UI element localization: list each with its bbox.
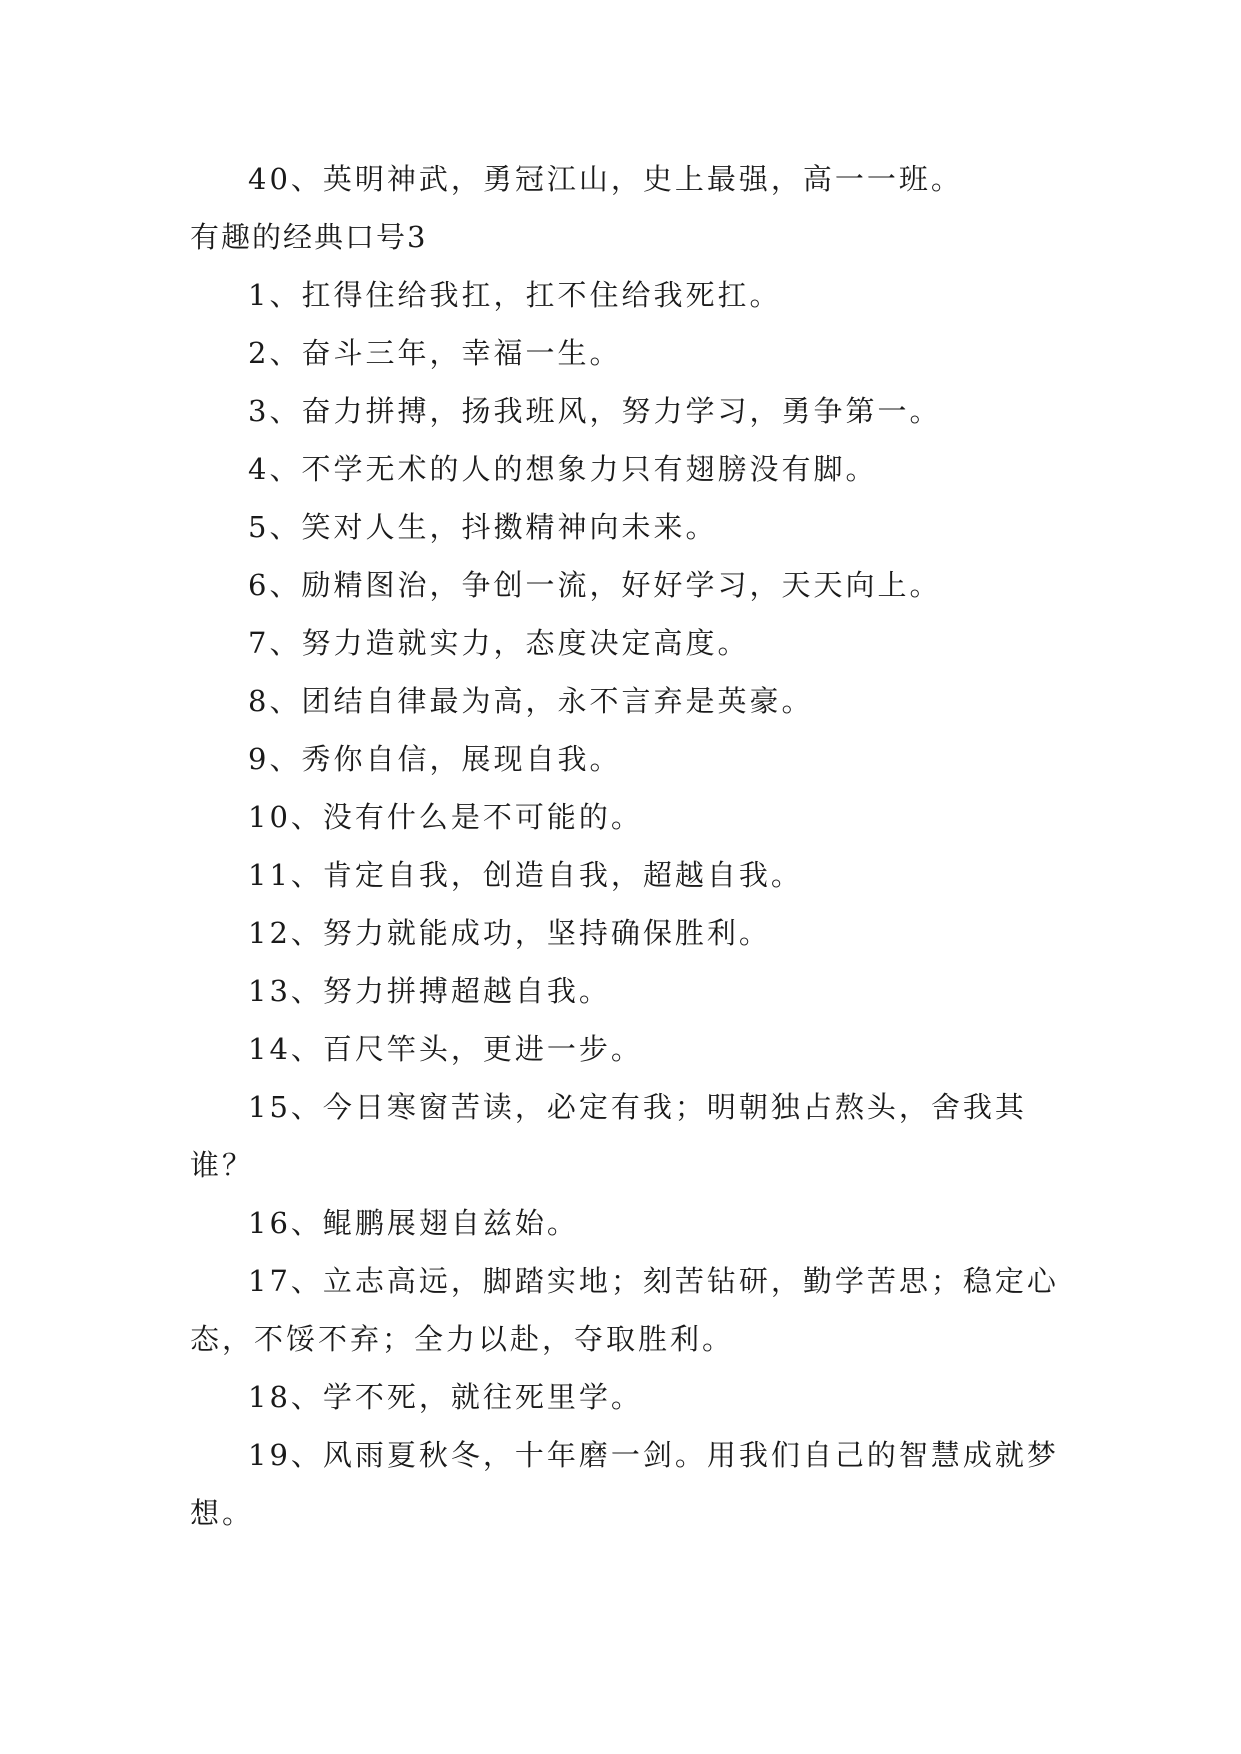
slogan-item-8: 8、团结自律最为高，永不言弃是英豪。 <box>248 684 814 718</box>
slogan-item-7: 7、努力造就实力，态度决定高度。 <box>248 626 750 660</box>
slogan-item-9: 9、秀你自信，展现自我。 <box>248 742 622 776</box>
slogan-item-10: 10、没有什么是不可能的。 <box>248 800 643 834</box>
slogan-item-3: 3、奋力拼搏，扬我班风，努力学习，勇争第一。 <box>248 394 942 428</box>
paragraph-lead: 40、英明神武，勇冠江山，史上最强，高一一班。 <box>248 162 963 196</box>
slogan-item-1: 1、扛得住给我扛，扛不住给我死扛。 <box>248 278 782 312</box>
slogan-item-4: 4、不学无术的人的想象力只有翅膀没有脚。 <box>248 452 878 486</box>
slogan-item-13: 13、努力拼搏超越自我。 <box>248 974 611 1008</box>
slogan-item-17: 17、立志高远，脚踏实地；刻苦钻研，勤学苦思；稳定心态，不馁不弃；全力以赴，夺取胜利。 <box>190 1264 1059 1356</box>
slogan-item-14: 14、百尺竿头，更进一步。 <box>248 1032 643 1066</box>
slogan-item-6: 6、励精图治，争创一流，好好学习，天天向上。 <box>248 568 942 602</box>
slogan-item-16: 16、鲲鹏展翅自兹始。 <box>248 1206 579 1240</box>
slogan-item-5: 5、笑对人生，抖擞精神向未来。 <box>248 510 718 544</box>
slogan-item-18: 18、学不死，就往死里学。 <box>248 1380 643 1414</box>
section-title: 有趣的经典口号3 <box>190 220 428 254</box>
slogan-item-2: 2、奋斗三年，幸福一生。 <box>248 336 622 370</box>
slogan-item-12: 12、努力就能成功，坚持确保胜利。 <box>248 916 771 950</box>
slogan-item-11: 11、肯定自我，创造自我，超越自我。 <box>248 858 803 892</box>
document-body <box>190 150 1060 1542</box>
slogan-item-15: 15、今日寒窗苦读，必定有我；明朝独占熬头，舍我其谁？ <box>190 1090 1027 1182</box>
slogan-item-19: 19、风雨夏秋冬，十年磨一剑。用我们自己的智慧成就梦想。 <box>190 1438 1059 1530</box>
